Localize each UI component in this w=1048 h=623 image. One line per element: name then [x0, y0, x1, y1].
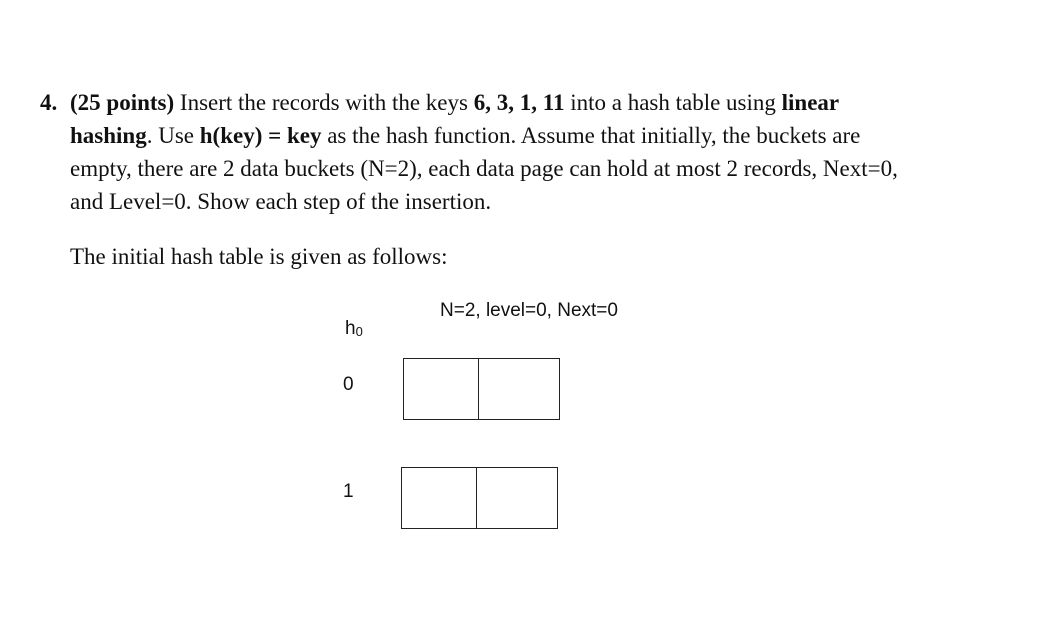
question-text	[40, 86, 986, 218]
question-text-4: as the hash function. Assume that initially, the buckets are	[321, 123, 861, 148]
question-line-3: empty, there are 2 data buckets (N=2), each data page can hold at most 2 records, Next=0,	[70, 156, 898, 181]
question-text-2: into a hash table using	[564, 90, 782, 115]
question-method-a: linear	[781, 90, 840, 115]
bucket-label-0: 0	[343, 374, 354, 395]
question-line-1	[40, 86, 986, 119]
question-method-b: hashing	[70, 123, 147, 148]
bucket-0-slot-1	[404, 359, 478, 419]
question-text-1: Insert the records with the keys	[174, 90, 474, 115]
hash-label-h: h	[345, 318, 356, 339]
intro-text: The initial hash table is given as follows:	[70, 244, 448, 269]
question-text-3: . Use	[146, 123, 200, 148]
question-points: (25 points)	[70, 90, 175, 115]
question-keys: 6, 3, 1, 11	[473, 90, 565, 115]
question-number: 4.	[40, 90, 58, 115]
question-hash-function: h(key) = key	[199, 123, 322, 148]
bucket-0	[403, 358, 560, 420]
bucket-1-slot-2	[476, 468, 557, 528]
question-line-4: and Level=0. Show each step of the insertion.	[70, 189, 492, 214]
hash-label-subscript: 0	[355, 324, 363, 339]
hash-level-label	[345, 318, 363, 340]
table-parameters: N=2, level=0, Next=0	[440, 300, 618, 321]
bucket-1	[401, 467, 558, 529]
bucket-0-slot-2	[478, 359, 559, 419]
question-line-2	[40, 119, 986, 152]
bucket-label-1: 1	[343, 481, 354, 502]
bucket-1-slot-1	[402, 468, 476, 528]
